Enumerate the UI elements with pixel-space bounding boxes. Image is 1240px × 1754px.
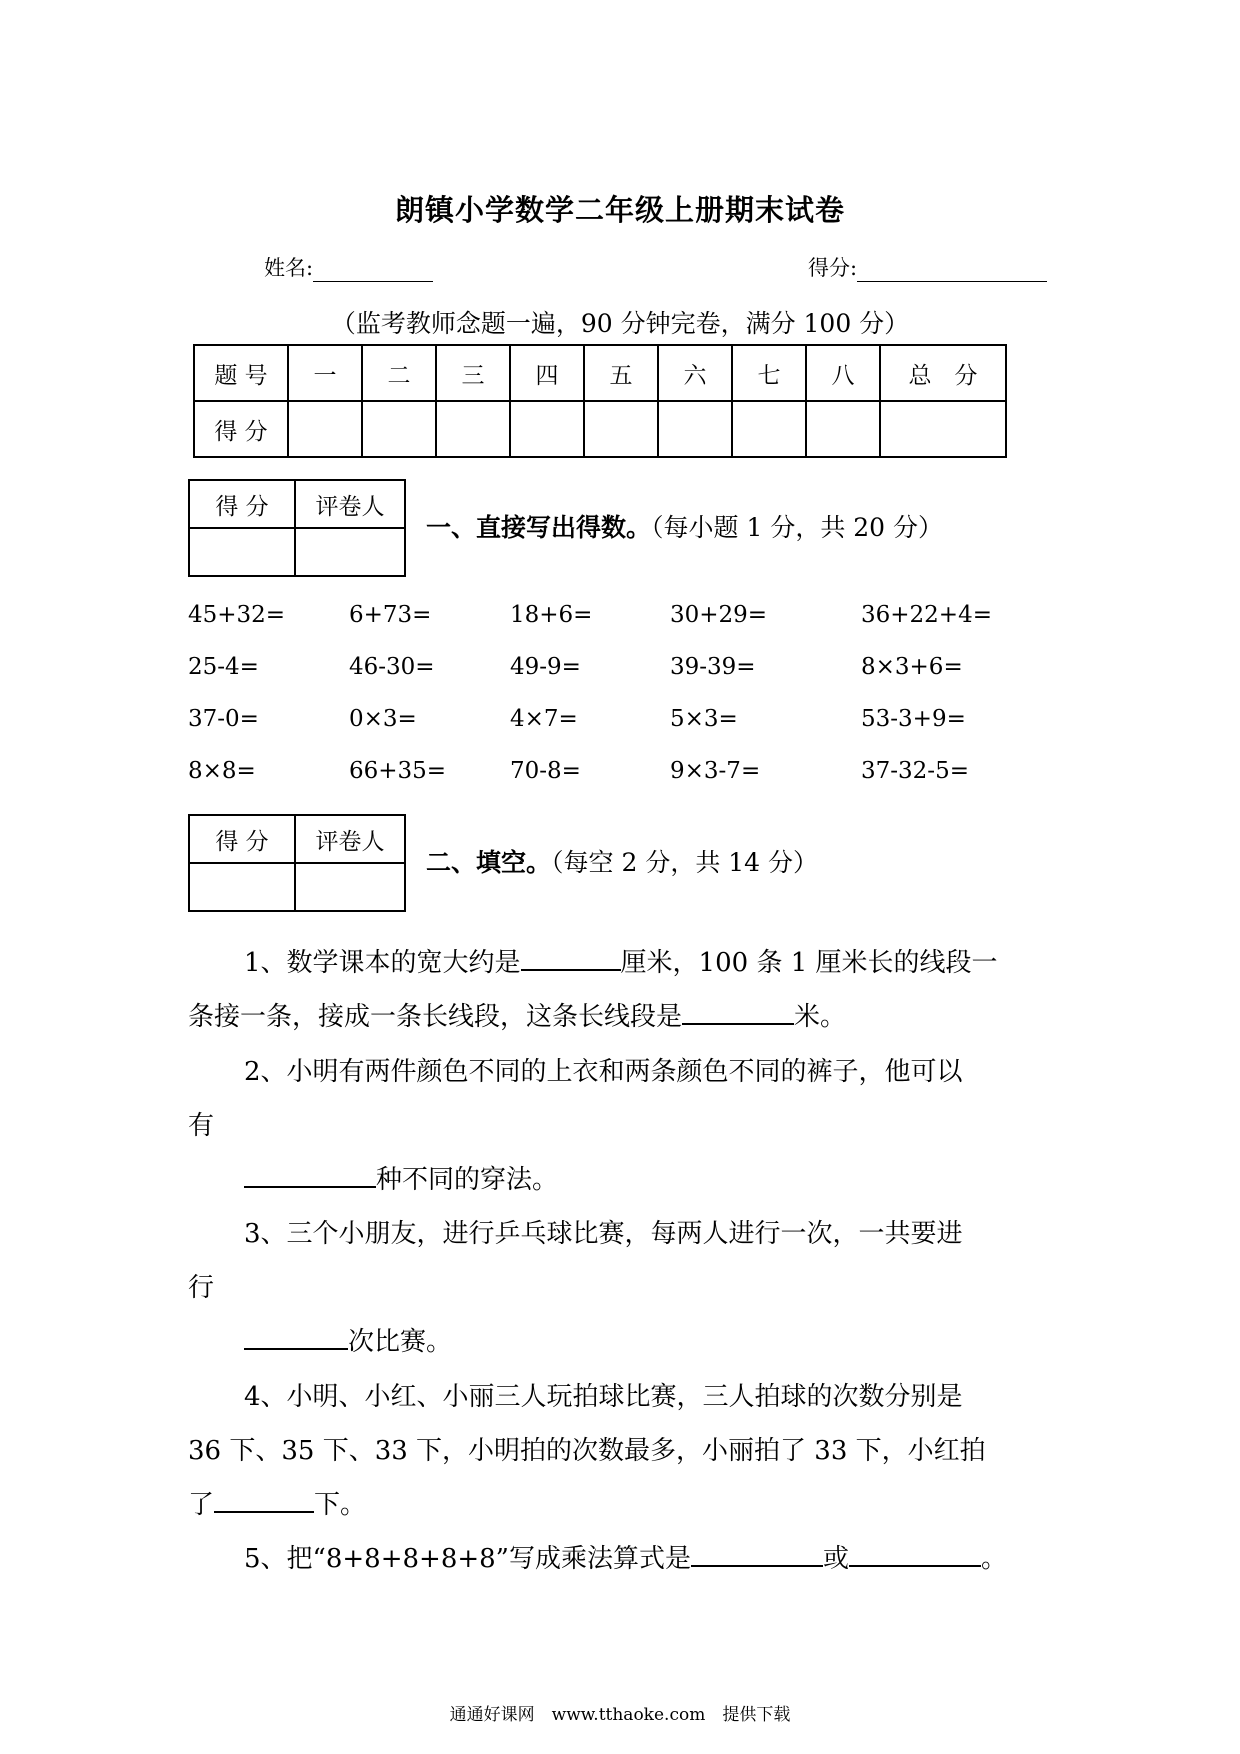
arith-item: 37-32-5= [861, 758, 969, 784]
page-title: 朗镇小学数学二年级上册期末试卷 [394, 193, 845, 227]
arith-item: 8×3+6= [861, 654, 963, 680]
arith-item: 8×8= [188, 758, 256, 784]
score-field[interactable] [808, 252, 1047, 282]
score-cell[interactable] [732, 401, 806, 457]
question-text: 行 [188, 1273, 215, 1303]
arith-item: 39-39= [670, 654, 756, 680]
arith-item: 37-0= [188, 706, 259, 732]
question-2-line-2 [188, 1106, 1058, 1146]
column-header: 四 [510, 345, 584, 401]
score-cell[interactable] [288, 401, 362, 457]
section-2-title: 二、填空。 [426, 848, 552, 877]
question-text: 下。 [314, 1490, 367, 1520]
score-blank[interactable] [857, 259, 1047, 282]
section-2-heading [426, 843, 818, 879]
answer-blank[interactable] [244, 1160, 376, 1188]
question-1-line-2 [188, 997, 1058, 1037]
row-header: 题 号 [194, 345, 288, 401]
arith-item: 30+29= [670, 602, 768, 628]
score-cell[interactable] [658, 401, 732, 457]
grader-score-label: 得 分 [189, 815, 295, 863]
question-text: 。 [981, 1544, 1008, 1574]
question-text: 1、数学课本的宽大约是 [244, 948, 521, 978]
arith-item: 70-8= [510, 758, 581, 784]
table-row [194, 401, 1006, 457]
grader-score-cell[interactable] [189, 863, 295, 911]
arith-item: 46-30= [349, 654, 435, 680]
section-1-heading [426, 508, 943, 544]
question-text: 厘米，100 条 1 厘米长的线段一 [620, 948, 998, 978]
question-text: 种不同的穿法。 [376, 1165, 559, 1195]
grader-box [188, 479, 406, 577]
score-label: 得分: [808, 256, 858, 280]
question-text: 4、小明、小红、小丽三人玩拍球比赛，三人拍球的次数分别是 [244, 1382, 963, 1412]
question-4-line-1 [188, 1377, 1058, 1417]
column-header: 七 [732, 345, 806, 401]
column-header: 总 分 [880, 345, 1006, 401]
table-row [194, 345, 1006, 401]
arith-item: 0×3= [349, 706, 417, 732]
section-1-title: 一、直接写出得数。 [426, 513, 652, 542]
answer-blank[interactable] [244, 1322, 348, 1350]
arith-item: 18+6= [510, 602, 593, 628]
answer-blank[interactable] [521, 943, 621, 971]
column-header: 五 [584, 345, 658, 401]
question-1-line-1 [188, 943, 1058, 983]
arith-item: 6+73= [349, 602, 432, 628]
question-2-line-1 [188, 1052, 1058, 1092]
name-blank[interactable] [313, 259, 433, 282]
arith-item: 25-4= [188, 654, 259, 680]
score-cell[interactable] [806, 401, 880, 457]
arith-item: 9×3-7= [670, 758, 761, 784]
name-label: 姓名: [264, 256, 314, 280]
question-3-line-3 [188, 1322, 1058, 1362]
score-cell[interactable] [584, 401, 658, 457]
question-text: 3、三个小朋友，进行乒乓球比赛，每两人进行一次，一共要进 [244, 1219, 963, 1249]
score-cell[interactable] [436, 401, 510, 457]
question-text: 5、把“8+8+8+8+8”写成乘法算式是 [244, 1544, 691, 1574]
grader-score-label: 得 分 [189, 480, 295, 528]
name-field[interactable] [264, 252, 433, 282]
question-2-line-3 [188, 1160, 1058, 1200]
grader-box [188, 814, 406, 912]
question-3-line-1 [188, 1214, 1058, 1254]
question-text: 了 [188, 1490, 215, 1520]
answer-blank[interactable] [691, 1539, 823, 1567]
section-1-points: （每小题 1 分，共 20 分） [651, 513, 944, 542]
answer-blank[interactable] [682, 997, 794, 1025]
column-header: 八 [806, 345, 880, 401]
question-text: 米。 [794, 1002, 847, 1032]
question-4-line-2 [188, 1431, 1058, 1471]
grader-name-label: 评卷人 [295, 480, 405, 528]
column-header: 六 [658, 345, 732, 401]
footer-credit: 通通好课网 www.tthaoke.com 提供下载 [449, 1705, 791, 1725]
arith-item: 45+32= [188, 602, 286, 628]
question-text: 有 [188, 1111, 215, 1141]
exam-instructions: （监考教师念题一遍，90 分钟完卷，满分 100 分） [330, 309, 910, 338]
column-header: 二 [362, 345, 436, 401]
arith-item: 4×7= [510, 706, 578, 732]
arith-item: 53-3+9= [861, 706, 966, 732]
question-text: 或 [822, 1544, 849, 1574]
answer-blank[interactable] [849, 1539, 981, 1567]
score-cell[interactable] [362, 401, 436, 457]
arith-item: 5×3= [670, 706, 738, 732]
grader-score-cell[interactable] [189, 528, 295, 576]
question-3-line-2 [188, 1268, 1058, 1308]
grader-name-cell[interactable] [295, 528, 405, 576]
grader-name-cell[interactable] [295, 863, 405, 911]
column-header: 一 [288, 345, 362, 401]
section-2-points: （每空 2 分，共 14 分） [551, 848, 819, 877]
column-header: 三 [436, 345, 510, 401]
question-4-line-3 [188, 1485, 1058, 1525]
answer-blank[interactable] [214, 1485, 314, 1513]
score-summary-table [193, 344, 1007, 458]
arith-item: 36+22+4= [861, 602, 992, 628]
question-text: 36 下、35 下、33 下，小明拍的次数最多，小丽拍了 33 下，小红拍 [188, 1436, 986, 1466]
question-text: 2、小明有两件颜色不同的上衣和两条颜色不同的裤子，他可以 [244, 1057, 963, 1087]
arith-item: 49-9= [510, 654, 581, 680]
question-text: 条接一条，接成一条长线段，这条长线段是 [188, 1002, 683, 1032]
score-cell[interactable] [510, 401, 584, 457]
question-5-line-1 [188, 1539, 1058, 1579]
score-cell[interactable] [880, 401, 1006, 457]
question-text: 次比赛。 [348, 1327, 453, 1357]
arith-item: 66+35= [349, 758, 447, 784]
row-header: 得 分 [194, 401, 288, 457]
grader-name-label: 评卷人 [295, 815, 405, 863]
